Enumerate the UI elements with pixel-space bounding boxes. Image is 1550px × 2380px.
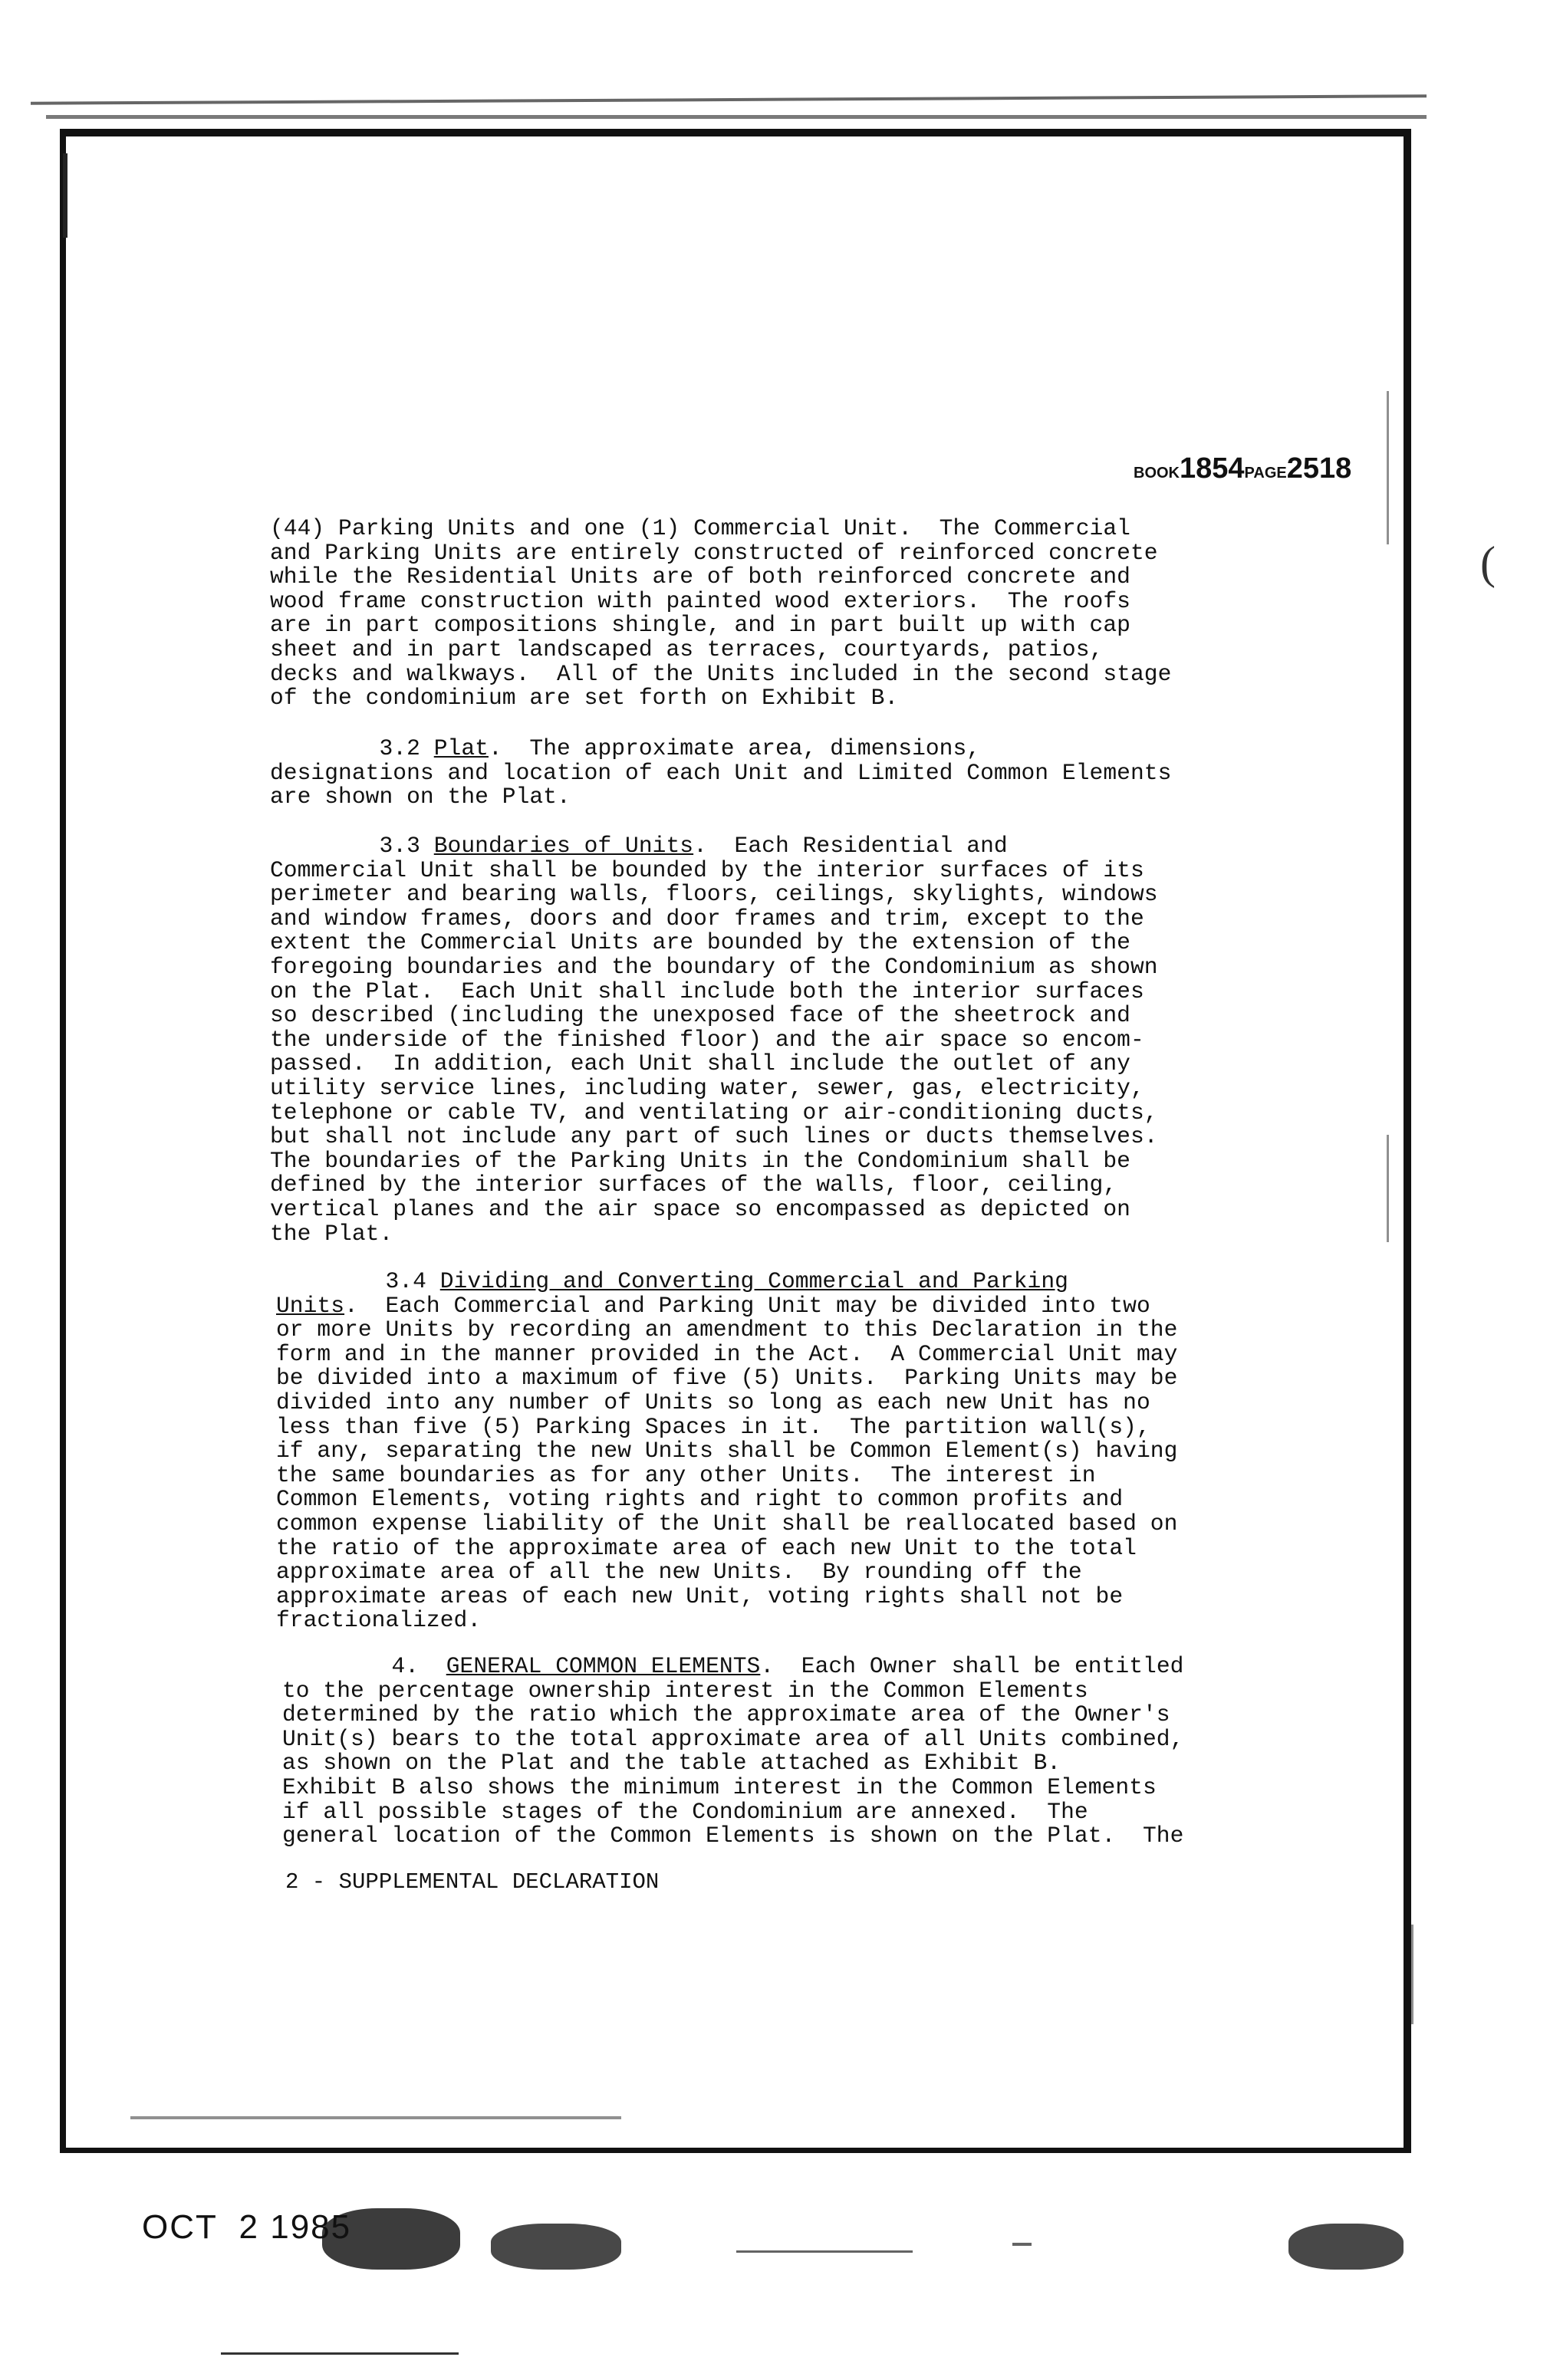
section-heading: Plat bbox=[433, 735, 489, 761]
text-line: Commercial Unit shall be bounded by the interior surfaces of its bbox=[270, 856, 1144, 883]
text-line: . Each Owner shall be entitled bbox=[760, 1653, 1184, 1679]
bottom-smudge-line bbox=[130, 2116, 621, 2119]
section-heading: Boundaries of Units bbox=[433, 833, 694, 859]
text-line: The boundaries of the Parking Units in the Condominium shall be bbox=[270, 1147, 1130, 1174]
edge-bracket-mark: ( bbox=[1480, 537, 1496, 588]
section-heading: GENERAL COMMON ELEMENTS bbox=[446, 1653, 761, 1679]
section-heading-cont: Units bbox=[276, 1292, 345, 1319]
text-line: the ratio of the approximate area of each new Unit to the total bbox=[276, 1534, 1137, 1561]
text-line: determined by the ratio which the approximate area of the Owner's bbox=[282, 1701, 1170, 1728]
text-line: . Each Residential and bbox=[693, 833, 1008, 859]
text-line: decks and walkways. All of the Units included in the second stage bbox=[270, 660, 1172, 687]
stamp-month: OCT bbox=[142, 2208, 218, 2246]
text-line: designations and location of each Unit and Limited Common Elements bbox=[270, 759, 1172, 786]
text-line: passed. In addition, each Unit shall include the outlet of any bbox=[270, 1050, 1130, 1077]
text-line: extent the Commercial Units are bounded by the extension of the bbox=[270, 929, 1130, 956]
text-line: the Plat. bbox=[270, 1220, 393, 1247]
text-line: of the condominium are set forth on Exhibit B. bbox=[270, 685, 899, 712]
text-line: divided into any number of Units so long as each new Unit has no bbox=[276, 1389, 1150, 1415]
text-line: on the Plat. Each Unit shall include both the interior surfaces bbox=[270, 978, 1144, 1004]
text-line: or more Units by recording an amendment to this Declaration in the bbox=[276, 1317, 1178, 1343]
text-line: Unit(s) bears to the total approximate area of all Units combined, bbox=[282, 1725, 1184, 1752]
text-line: form and in the manner provided in the Act. A Commercial Unit may bbox=[276, 1340, 1178, 1367]
recording-date-stamp bbox=[142, 2208, 351, 2247]
section-number: 3.4 bbox=[385, 1268, 426, 1294]
book-number: 1854 bbox=[1180, 452, 1245, 485]
section-number: 3.2 bbox=[379, 735, 420, 761]
text-line: telephone or cable TV, and ventilating or air-conditioning ducts, bbox=[270, 1099, 1158, 1126]
text-line: wood frame construction with painted wood exteriors. The roofs bbox=[270, 587, 1130, 614]
bottom-dash-2 bbox=[1012, 2243, 1032, 2246]
right-margin-rule-3 bbox=[1411, 1925, 1413, 2024]
page-label: PAGE bbox=[1244, 465, 1287, 482]
text-line: general location of the Common Elements is shown on the Plat. The bbox=[282, 1823, 1184, 1849]
paragraph-3-2 bbox=[270, 737, 1344, 810]
stamp-smudge-2 bbox=[491, 2224, 621, 2270]
paragraph-intro bbox=[270, 517, 1344, 711]
bottom-dash-1 bbox=[736, 2250, 913, 2253]
text-line: perimeter and bearing walls, floors, ceilings, skylights, windows bbox=[270, 881, 1158, 908]
text-line: and Parking Units are entirely constructed of reinforced concrete bbox=[270, 539, 1158, 566]
text-line: approximate areas of each new Unit, voting rights shall not be bbox=[276, 1583, 1124, 1609]
paragraph-3-4 bbox=[276, 1270, 1350, 1633]
text-line: Exhibit B also shows the minimum interest in the Common Elements bbox=[282, 1773, 1157, 1800]
text-line: if all possible stages of the Condominium are annexed. The bbox=[282, 1798, 1088, 1825]
text-line: the underside of the finished floor) and the air space so encom- bbox=[270, 1026, 1144, 1053]
text-line: while the Residential Units are of both reinforced concrete and bbox=[270, 564, 1130, 590]
paragraph-3-3 bbox=[270, 834, 1344, 1246]
text-line: the same boundaries as for any other Units. The interest in bbox=[276, 1461, 1096, 1488]
text-line: Common Elements, voting rights and right to common profits and bbox=[276, 1486, 1124, 1513]
section-number: 3.3 bbox=[379, 833, 420, 859]
text-line: and window frames, doors and door frames and trim, except to the bbox=[270, 905, 1144, 932]
stamp-day-year: 2 1985 bbox=[239, 2208, 352, 2246]
text-line: are shown on the Plat. bbox=[270, 784, 571, 810]
text-line: less than five (5) Parking Spaces in it. The partition wall(s), bbox=[276, 1413, 1150, 1440]
text-line: . The approximate area, dimensions, bbox=[488, 735, 981, 761]
text-line: if any, separating the new Units shall be Common Element(s) having bbox=[276, 1438, 1178, 1464]
text-line: utility service lines, including water, sewer, gas, electricity, bbox=[270, 1074, 1144, 1101]
book-label: BOOK bbox=[1134, 465, 1180, 482]
text-line: fractionalized. bbox=[276, 1607, 482, 1634]
section-heading: Dividing and Converting Commercial and Parking bbox=[439, 1268, 1068, 1294]
text-line: . Each Commercial and Parking Unit may be divided into two bbox=[344, 1292, 1150, 1319]
text-line: approximate area of all the new Units. By rounding off the bbox=[276, 1559, 1082, 1586]
paragraph-4 bbox=[282, 1655, 1356, 1849]
left-margin-bar bbox=[63, 153, 67, 238]
bottom-rule bbox=[221, 2352, 459, 2355]
text-line: to the percentage ownership interest in the Common Elements bbox=[282, 1677, 1088, 1704]
footer-page-label: 2 - SUPPLEMENTAL DECLARATION bbox=[285, 1869, 660, 1895]
text-line: vertical planes and the air space so encompassed as depicted on bbox=[270, 1195, 1130, 1222]
section-number: 4. bbox=[391, 1653, 420, 1679]
text-line: are in part compositions shingle, and in part built up with cap bbox=[270, 612, 1130, 639]
stamp-smudge-3 bbox=[1288, 2224, 1404, 2270]
book-page-number bbox=[1134, 452, 1351, 485]
right-margin-rule bbox=[1387, 391, 1389, 544]
text-line: as shown on the Plat and the table attached as Exhibit B. bbox=[282, 1750, 1061, 1777]
text-line: foregoing boundaries and the boundary of the Condominium as shown bbox=[270, 953, 1158, 980]
scan-noise-line bbox=[46, 115, 1427, 119]
text-line: common expense liability of the Unit shall be reallocated based on bbox=[276, 1510, 1178, 1537]
page-number: 2518 bbox=[1286, 452, 1352, 485]
text-line: be divided into a maximum of five (5) Units. Parking Units may be bbox=[276, 1365, 1178, 1392]
text-line: defined by the interior surfaces of the walls, floor, ceiling, bbox=[270, 1172, 1117, 1198]
right-margin-rule-2 bbox=[1387, 1135, 1389, 1242]
text-line: so described (including the unexposed face of the sheetrock and bbox=[270, 1002, 1130, 1029]
text-line: but shall not include any part of such lines or ducts themselves. bbox=[270, 1123, 1158, 1150]
text-line: (44) Parking Units and one (1) Commercial Unit. The Commercial bbox=[270, 515, 1130, 541]
text-line: sheet and in part landscaped as terraces, courtyards, patios, bbox=[270, 636, 1104, 662]
